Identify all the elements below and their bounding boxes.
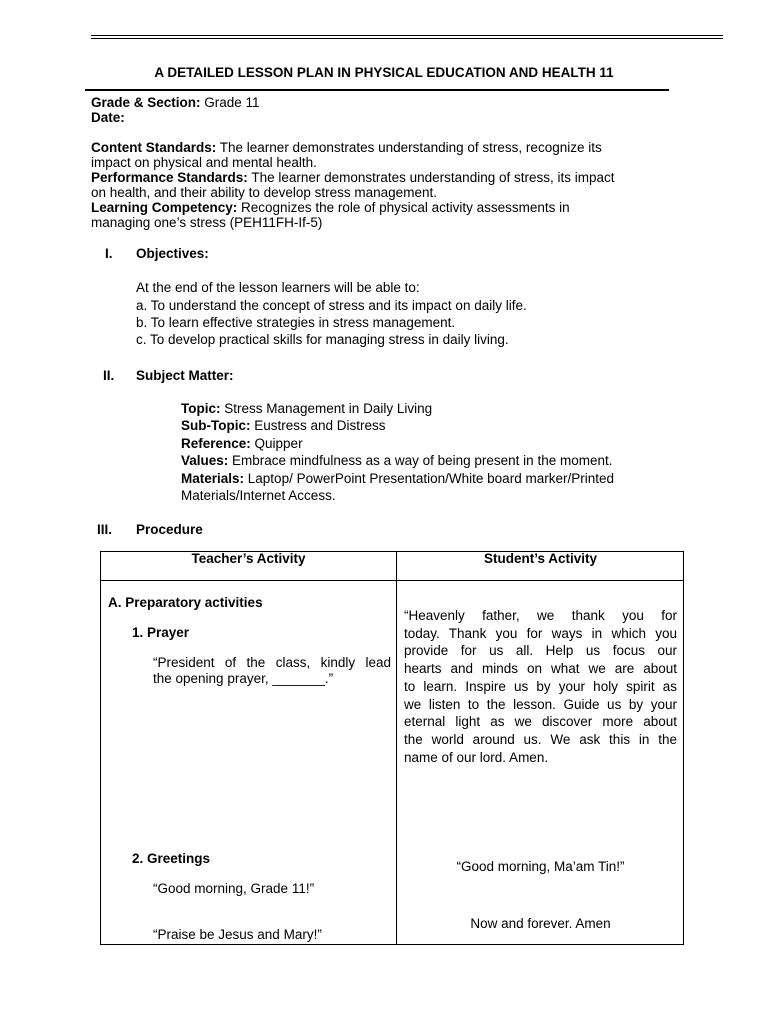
topic-label: Topic: [181,401,221,416]
prayer-student-line: provide for us all. Help us focus our [404,643,677,659]
subject-matter-heading: Subject Matter: [136,368,234,383]
values-line [181,452,612,470]
objectives-numeral: I. [105,246,113,261]
materials-label: Materials: [181,471,245,486]
content-standards-line1 [91,140,691,155]
objectives-heading: Objectives: [136,246,209,261]
content-standards-line2: impact on physical and mental health. [91,155,317,170]
subtopic-line [181,417,386,435]
prayer-teacher-line2: the opening prayer, _______.” [153,671,334,686]
reference-line [181,435,303,453]
prayer-teacher-text1: “President of the class, kindly lead [153,655,391,670]
grade-section-label: Grade & Section: [91,95,201,110]
performance-standards-line2: on health, and their ability to develop stress management. [91,185,437,200]
prayer-student-line: to learn. Inspire us by your holy spirit as [404,678,677,694]
prayer-student-line: “Heavenly father, we thank you for [404,608,677,623]
greet-teacher-2: “Praise be Jesus and Mary!” [153,927,322,942]
learning-competency-text: Recognizes the role of physical activity assessments in [237,200,570,215]
performance-standards-line1 [91,170,691,185]
grade-section-value: Grade 11 [200,95,260,110]
learning-competency-line2: managing one’s stress (PEH11FH-If-5) [91,215,323,230]
materials-line2: Materials/Internet Access. [181,488,336,503]
student-activity-header: Student’s Activity [483,551,598,566]
date-line [91,110,691,125]
teacher-activity-header: Teacher’s Activity [191,551,306,566]
prayer-student-line: we listen to the lesson. Guide us by your [404,696,677,712]
values-label: Values: [181,453,229,468]
subtopic-value: Eustress and Distress [250,418,386,433]
materials-value: Laptop/ PowerPoint Presentation/White board marker/Printed [244,471,614,486]
values-value: Embrace mindfulness as a way of being present in the moment. [228,453,613,468]
greet-student-2: Now and forever. Amen [470,916,611,931]
topic-line [181,400,432,418]
content-standards-label: Content Standards: [91,140,217,155]
objective-item-a: a. To understand the concept of stress and its impact on daily life. [136,298,527,313]
prayer-student-line: today. Thank you for ways in which you [404,625,677,641]
content-standards-text: The learner demonstrates understanding of stress, recognize its [216,140,602,155]
objectives-intro: At the end of the lesson learners will be able to: [136,280,420,295]
greet-teacher-1: “Good morning, Grade 11!” [153,881,315,896]
reference-label: Reference: [181,436,251,451]
prayer-student-line: hearts and minds on what we are about [404,661,677,677]
top-double-rule-upper [91,35,723,36]
objective-item-c: c. To develop practical skills for managing stress in daily living. [136,332,509,347]
prayer-heading: 1. Prayer [132,625,190,640]
objective-item-b: b. To learn effective strategies in stress management. [136,315,456,330]
greet-student-1: “Good morning, Ma’am Tin!” [456,859,625,874]
procedure-heading: Procedure [136,522,203,537]
learning-competency-label: Learning Competency: [91,200,238,215]
top-double-rule-lower [91,38,723,39]
performance-standards-label: Performance Standards: [91,170,248,185]
grade-section-line [91,95,691,110]
topic-value: Stress Management in Daily Living [220,401,433,416]
reference-value: Quipper [250,436,303,451]
learning-competency-line1 [91,200,691,215]
prayer-teacher-line1 [153,655,391,670]
prayer-student-response [404,607,677,766]
subtopic-label: Sub-Topic: [181,418,251,433]
materials-line1 [181,470,614,488]
document-title: A DETAILED LESSON PLAN IN PHYSICAL EDUCATION AND HEALTH 11 [154,65,614,80]
date-label: Date: [91,110,125,125]
procedure-table-column-divider [396,551,397,945]
greetings-heading: 2. Greetings [132,851,211,866]
preparatory-activities-heading: A. Preparatory activities [108,595,263,610]
title-underline-rule [85,89,669,91]
performance-standards-text: The learner demonstrates understanding of stress, its impact [247,170,615,185]
prayer-student-line: eternal light as we discover more about [404,714,677,730]
procedure-table-header-divider [100,580,684,581]
prayer-student-line: the world around us. We ask this in the [404,731,677,747]
prayer-student-line: name of our lord. Amen. [404,749,549,765]
procedure-numeral: III. [97,522,113,537]
subject-matter-numeral: II. [103,368,115,383]
